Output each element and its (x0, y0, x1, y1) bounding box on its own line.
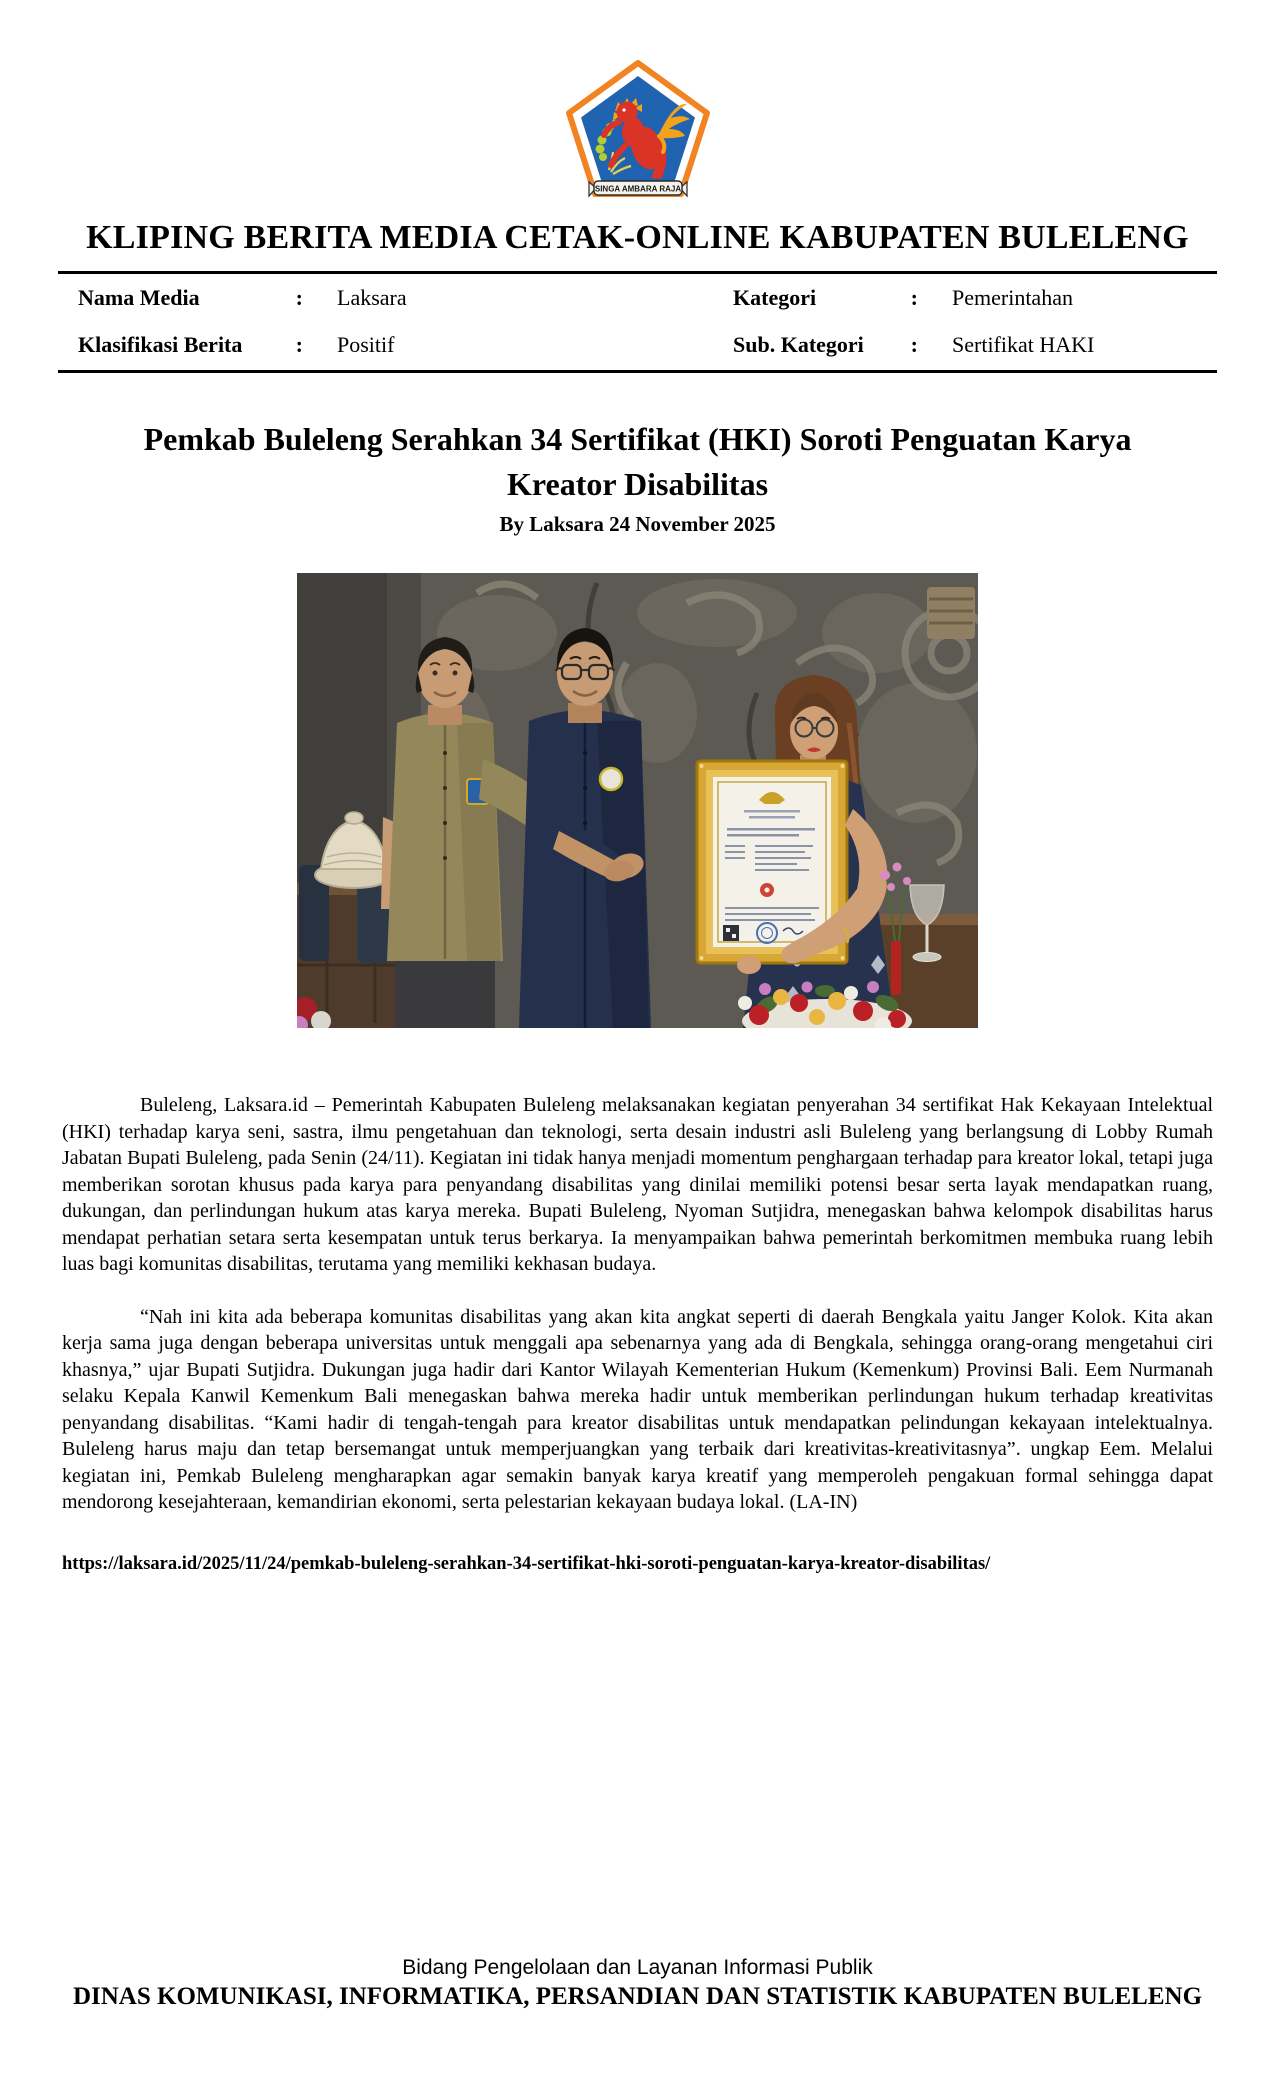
footer-division: Bidang Pengelolaan dan Layanan Informasi Publik (402, 1956, 873, 1979)
logo-container (0, 0, 1275, 205)
article-body (62, 1092, 1213, 1516)
meta-table (58, 274, 1217, 368)
colon: : (910, 331, 918, 357)
colon: : (295, 331, 303, 357)
source-url-link[interactable]: https://laksara.id/2025/11/24/pemkab-buleleng-serahkan-34-sertifikat-hki-soroti-penguatan-karya-kreator-disabilitas/ (62, 1553, 991, 1574)
buleleng-pentagon-emblem-icon (563, 60, 713, 205)
round-badge (600, 768, 622, 790)
meta-value-nama-media: Laksara (337, 284, 407, 310)
wall-fixture (927, 587, 975, 639)
meta-row (58, 321, 1217, 368)
colon: : (910, 284, 918, 310)
meta-label-klasifikasi: Klasifikasi Berita : (78, 331, 303, 357)
article-byline: By Laksara 24 November 2025 (499, 512, 776, 536)
logo-banner-text: SINGA AMBARA RAJA (594, 184, 681, 194)
logo-banner (589, 181, 687, 196)
document-title: KLIPING BERITA MEDIA CETAK-ONLINE KABUPATEN BULELENG (86, 219, 1189, 256)
meta-row (58, 274, 1217, 321)
meta-label-kategori: Kategori : (733, 284, 918, 310)
meta-label-sub-kategori: Sub. Kategori : (733, 331, 918, 357)
article-photo (297, 573, 978, 1028)
document-footer (0, 1956, 1275, 2011)
meta-label-nama-media: Nama Media : (78, 284, 303, 310)
article-headline: Pemkab Buleleng Serahkan 34 Sertifikat (HKI) Soroti Penguatan Karya Kreator Disabilitas (143, 421, 1132, 502)
colon: : (295, 284, 303, 310)
photo-container (0, 573, 1275, 1028)
meta-value-klasifikasi: Positif (337, 331, 395, 357)
paragraph-1: Buleleng, Laksara.id – Pemerintah Kabupaten Buleleng melaksanakan kegiatan penyerahan 34 sertifikat Hak Kekayaan Intelektual (HKI) terhadap karya seni, sastra, ilmu pengetahuan dan teknologi, serta desain industri asli Buleleng yang berlangsung di Lobby Rumah Jabatan Bupati Buleleng, pada Senin (24/11). Kegiatan ini tidak hanya menjadi momentum penghargaan terhadap para kreator lokal, tetapi juga memberikan sorotan khusus pada karya para penyandang disabilitas yang dinilai memiliki potensi besar serta layak mendapatkan ruang, dukungan, dan perlindungan hukum atas karya mereka. Bupati Buleleng, Nyoman Sutjidra, menegaskan bahwa kelompok disabilitas harus mendapat perhatian setara serta kesempatan untuk terus berkarya. Ia menyampaikan bahwa pemerintah berkomitmen membuka ruang lebih luas bagi komunitas disabilitas, terutama yang memiliki kekhasan budaya. (62, 1094, 1213, 1275)
paragraph-2: “Nah ini kita ada beberapa komunitas disabilitas yang akan kita angkat seperti di daerah Bengkala yaitu Janger Kolok. Kita akan kerja sama juga dengan beberapa universitas untuk menggali apa sebenarnya yang ada di Bengkala, sehingga orang-orang mengetahui ciri khasnya,” ujar Bupati Sutjidra. Dukungan juga hadir dari Kantor Wilayah Kementerian Hukum (Kemenkum) Provinsi Bali. Eem Nurmanah selaku Kepala Kanwil Kemenkum Bali menegaskan bahwa mereka hadir untuk memberikan perlindungan hukum terhadap kreativitas penyandang disabilitas. “Kami hadir di tengah-tengah para kreator disabilitas untuk mendapatkan pelindungan kekayaan intelektualnya. Buleleng harus maju dan tetap bersemangat untuk memperjuangkan yang terbaik dari kreativitas-kreativitasnya”. ungkap Eem. Melalui kegiatan ini, Pemkab Buleleng mengharapkan agar semakin banyak karya kreatif yang memperoleh pengakuan formal sehingga dapat mendorong kesejahteraan, kemandirian ekonomi, serta pelestarian kekayaan budaya lokal. (LA-IN) (62, 1305, 1213, 1513)
meta-value-sub-kategori: Sertifikat HAKI (952, 331, 1095, 357)
meta-value-kategori: Pemerintahan (952, 284, 1073, 310)
divider-bottom (58, 370, 1217, 373)
footer-agency: DINAS KOMUNIKASI, INFORMATIKA, PERSANDIAN DAN STATISTIK KABUPATEN BULELENG (72, 1983, 1203, 2010)
